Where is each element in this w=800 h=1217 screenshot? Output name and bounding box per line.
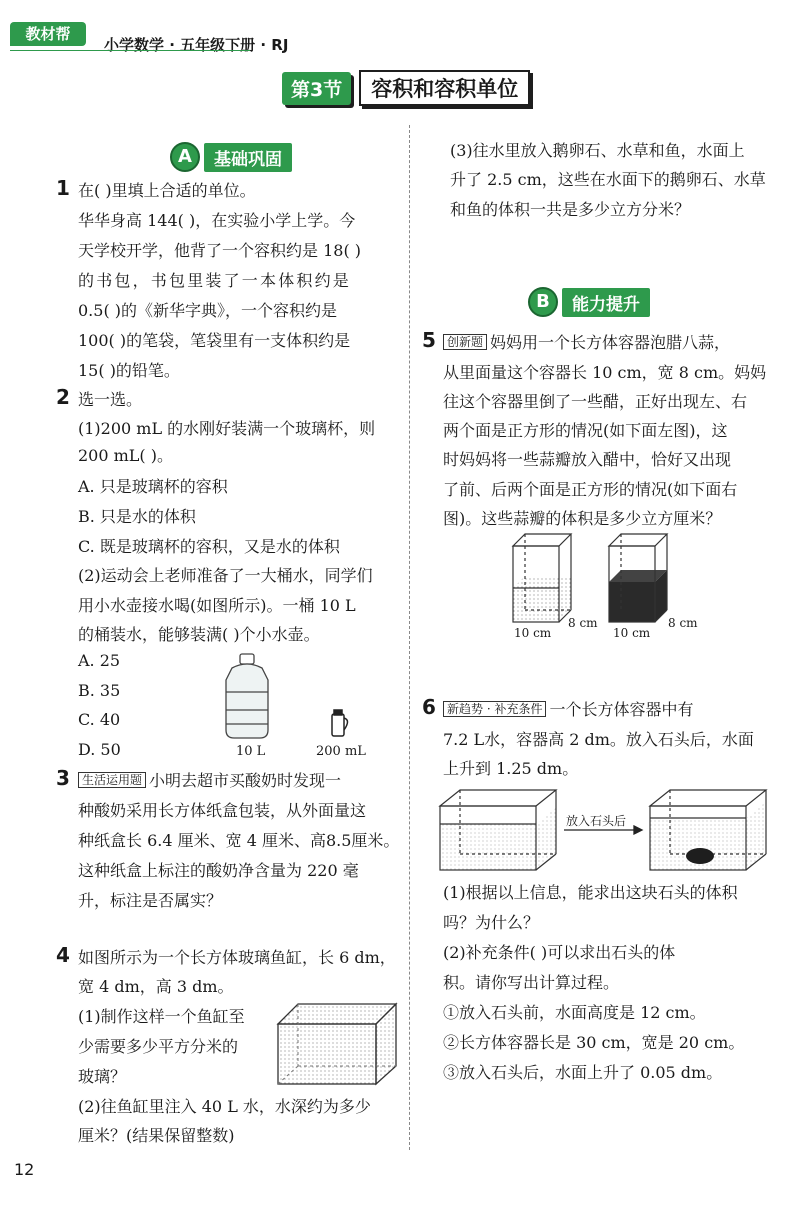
part-a-letter: A [170,142,200,172]
bottle-label: 10 L [236,744,266,759]
book-title: 小学数学 · 五年级下册 · RJ [104,36,289,54]
right-length-label: 10 cm [613,626,651,640]
q1-line: 的书包，书包里装了一本体积约是 [78,271,352,290]
q1-line: 天学校开学，他背了一个容积约是 18( ) [78,241,362,260]
section-name: 容积和容积单位 [359,70,530,106]
left-container [513,534,571,622]
question-2-number: 2 [56,385,70,409]
question-1-number: 1 [56,176,70,200]
book-tag: 教材帮 [10,22,86,46]
q6-line: 上升到 1.25 dm。 [443,759,579,778]
page-number: 12 [14,1160,35,1179]
column-divider [409,125,410,1150]
q2-option: C. 既是玻璃杯的容积，又是水的体积 [78,537,340,556]
q4-line: 少需要多少平方分米的 [78,1037,239,1056]
q3-line: 生活运用题 小明去超市买酸奶时发现一 [78,768,341,791]
q4-cont-line: 和鱼的体积一共是多少立方分米？ [450,200,691,219]
stone-icon [686,848,714,864]
q2-choice: B. 35 [78,681,121,700]
q2-line: 选一选。 [78,390,143,409]
q6-line: 新趋势 · 补充条件 一个长方体容器中有 [443,697,693,720]
part-a-badge [170,143,292,171]
left-width-label: 8 cm [568,616,598,630]
q1-line: 华华身高 144( )，在实验小学上学。今 [78,211,356,230]
q5-line: 了前、后两个面是正方形的情况(如下面右 [443,480,738,499]
q4-cont-line: 升了 2.5 cm，这些在水面下的鹅卵石、水草 [450,170,766,189]
q2-choice: D. 50 [78,740,121,759]
right-container [609,534,667,622]
q1-line: 0.5( )的《新华字典》，一个容积约是 [78,301,338,320]
q6-line: 7.2 L水，容器高 2 dm。放入石头后，水面 [443,730,754,749]
container-before [440,790,556,870]
part-b-badge [528,288,650,316]
question-6-number: 6 [422,695,436,719]
q6-line: 积。请你写出计算过程。 [443,973,620,992]
q4-line: 如图所示为一个长方体玻璃鱼缸，长 6 dm， [78,948,396,967]
q2-choice: C. 40 [78,710,121,729]
question-4-number: 4 [56,943,70,967]
q5-line: 图)。这些蒜瓣的体积是多少立方厘米？ [443,509,722,528]
q3-line: 升，标注是否属实？ [78,891,223,910]
kettle-label: 200 mL [316,744,366,759]
q3-line: 种纸盒长 6.4 厘米、宽 4 厘米、高8.5厘米。 [78,831,400,850]
question-5-number: 5 [422,328,436,352]
question-3-number: 3 [56,766,70,790]
q6-condition: ①放入石头前，水面高度是 12 cm。 [443,1003,706,1022]
small-kettle-icon [332,710,348,736]
q6-condition: ②长方体容器长是 30 cm，宽是 20 cm。 [443,1033,745,1052]
water-bucket-icon [226,654,268,738]
part-b-label: 能力提升 [562,288,650,317]
q5-line: 往这个容器里倒了一些醋，正好出现左、右 [443,392,748,411]
q6-line: (1)根据以上信息，能求出这块石头的体积 [443,883,738,902]
stone-container-figure [438,784,778,876]
q1-line: 100( )的笔袋，笔袋里有一支体积约是 [78,331,351,350]
q2-option: A. 只是玻璃杯的容积 [78,477,228,496]
q3-tag: 生活运用题 [78,772,146,788]
q5-line: 从里面量这个容器长 10 cm，宽 8 cm。妈妈 [443,363,767,382]
q5-tag: 创新题 [443,334,487,350]
q4-line: 厘米？(结果保留整数) [78,1126,235,1145]
q2-line: (1)200 mL 的水刚好装满一个玻璃杯，则 [78,419,376,438]
part-b-letter: B [528,287,558,317]
part-a-label: 基础巩固 [204,143,292,172]
q1-line: 在( )里填上合适的单位。 [78,181,256,200]
section-title [282,71,530,105]
q5-line: 创新题 妈妈用一个长方体容器泡腊八蒜， [443,330,730,353]
q2-line: (2)运动会上老师准备了一大桶水，同学们 [78,566,373,585]
q4-line: 宽 4 dm，高 3 dm。 [78,977,234,996]
fish-tank-figure [272,998,402,1088]
water-bottle-figure [210,650,380,742]
q2-line: 的桶装水，能够装满( )个小水壶。 [78,625,320,644]
q6-condition: ③放入石头后，水面上升了 0.05 dm。 [443,1063,723,1082]
q4-cont-line: (3)往水里放入鹅卵石、水草和鱼，水面上 [450,141,745,160]
q6-line: (2)补充条件( )可以求出石头的体 [443,943,676,962]
q1-line: 15( )的铅笔。 [78,361,180,380]
q5-line: 两个面是正方形的情况(如下面左图)，这 [443,421,728,440]
q6-tag: 新趋势 · 补充条件 [443,701,546,717]
garlic-container-figure [505,530,705,630]
q6-line: 吗？为什么？ [443,913,540,932]
q2-line: 用小水壶接水喝(如图所示)。一桶 10 L [78,596,356,615]
q3-line: 这种纸盒上标注的酸奶净含量为 220 毫 [78,861,359,880]
left-length-label: 10 cm [514,626,552,640]
arrow-label: 放入石头后 [566,814,627,828]
container-after [650,790,766,870]
q2-choice: A. 25 [78,651,121,670]
section-number: 第3节 [282,72,351,105]
q4-line: (2)往鱼缸里注入 40 L 水，水深约为多少 [78,1097,371,1116]
right-width-label: 8 cm [668,616,698,630]
q4-line: 玻璃？ [78,1067,127,1086]
q2-line: 200 mL( )。 [78,446,173,465]
header-rule [10,50,250,51]
q5-line: 时妈妈将一些蒜瓣放入醋中，恰好又出现 [443,450,732,469]
q2-option: B. 只是水的体积 [78,507,196,526]
q3-line: 种酸奶采用长方体纸盒包装，从外面量这 [78,801,367,820]
q4-line: (1)制作这样一个鱼缸至 [78,1007,245,1026]
